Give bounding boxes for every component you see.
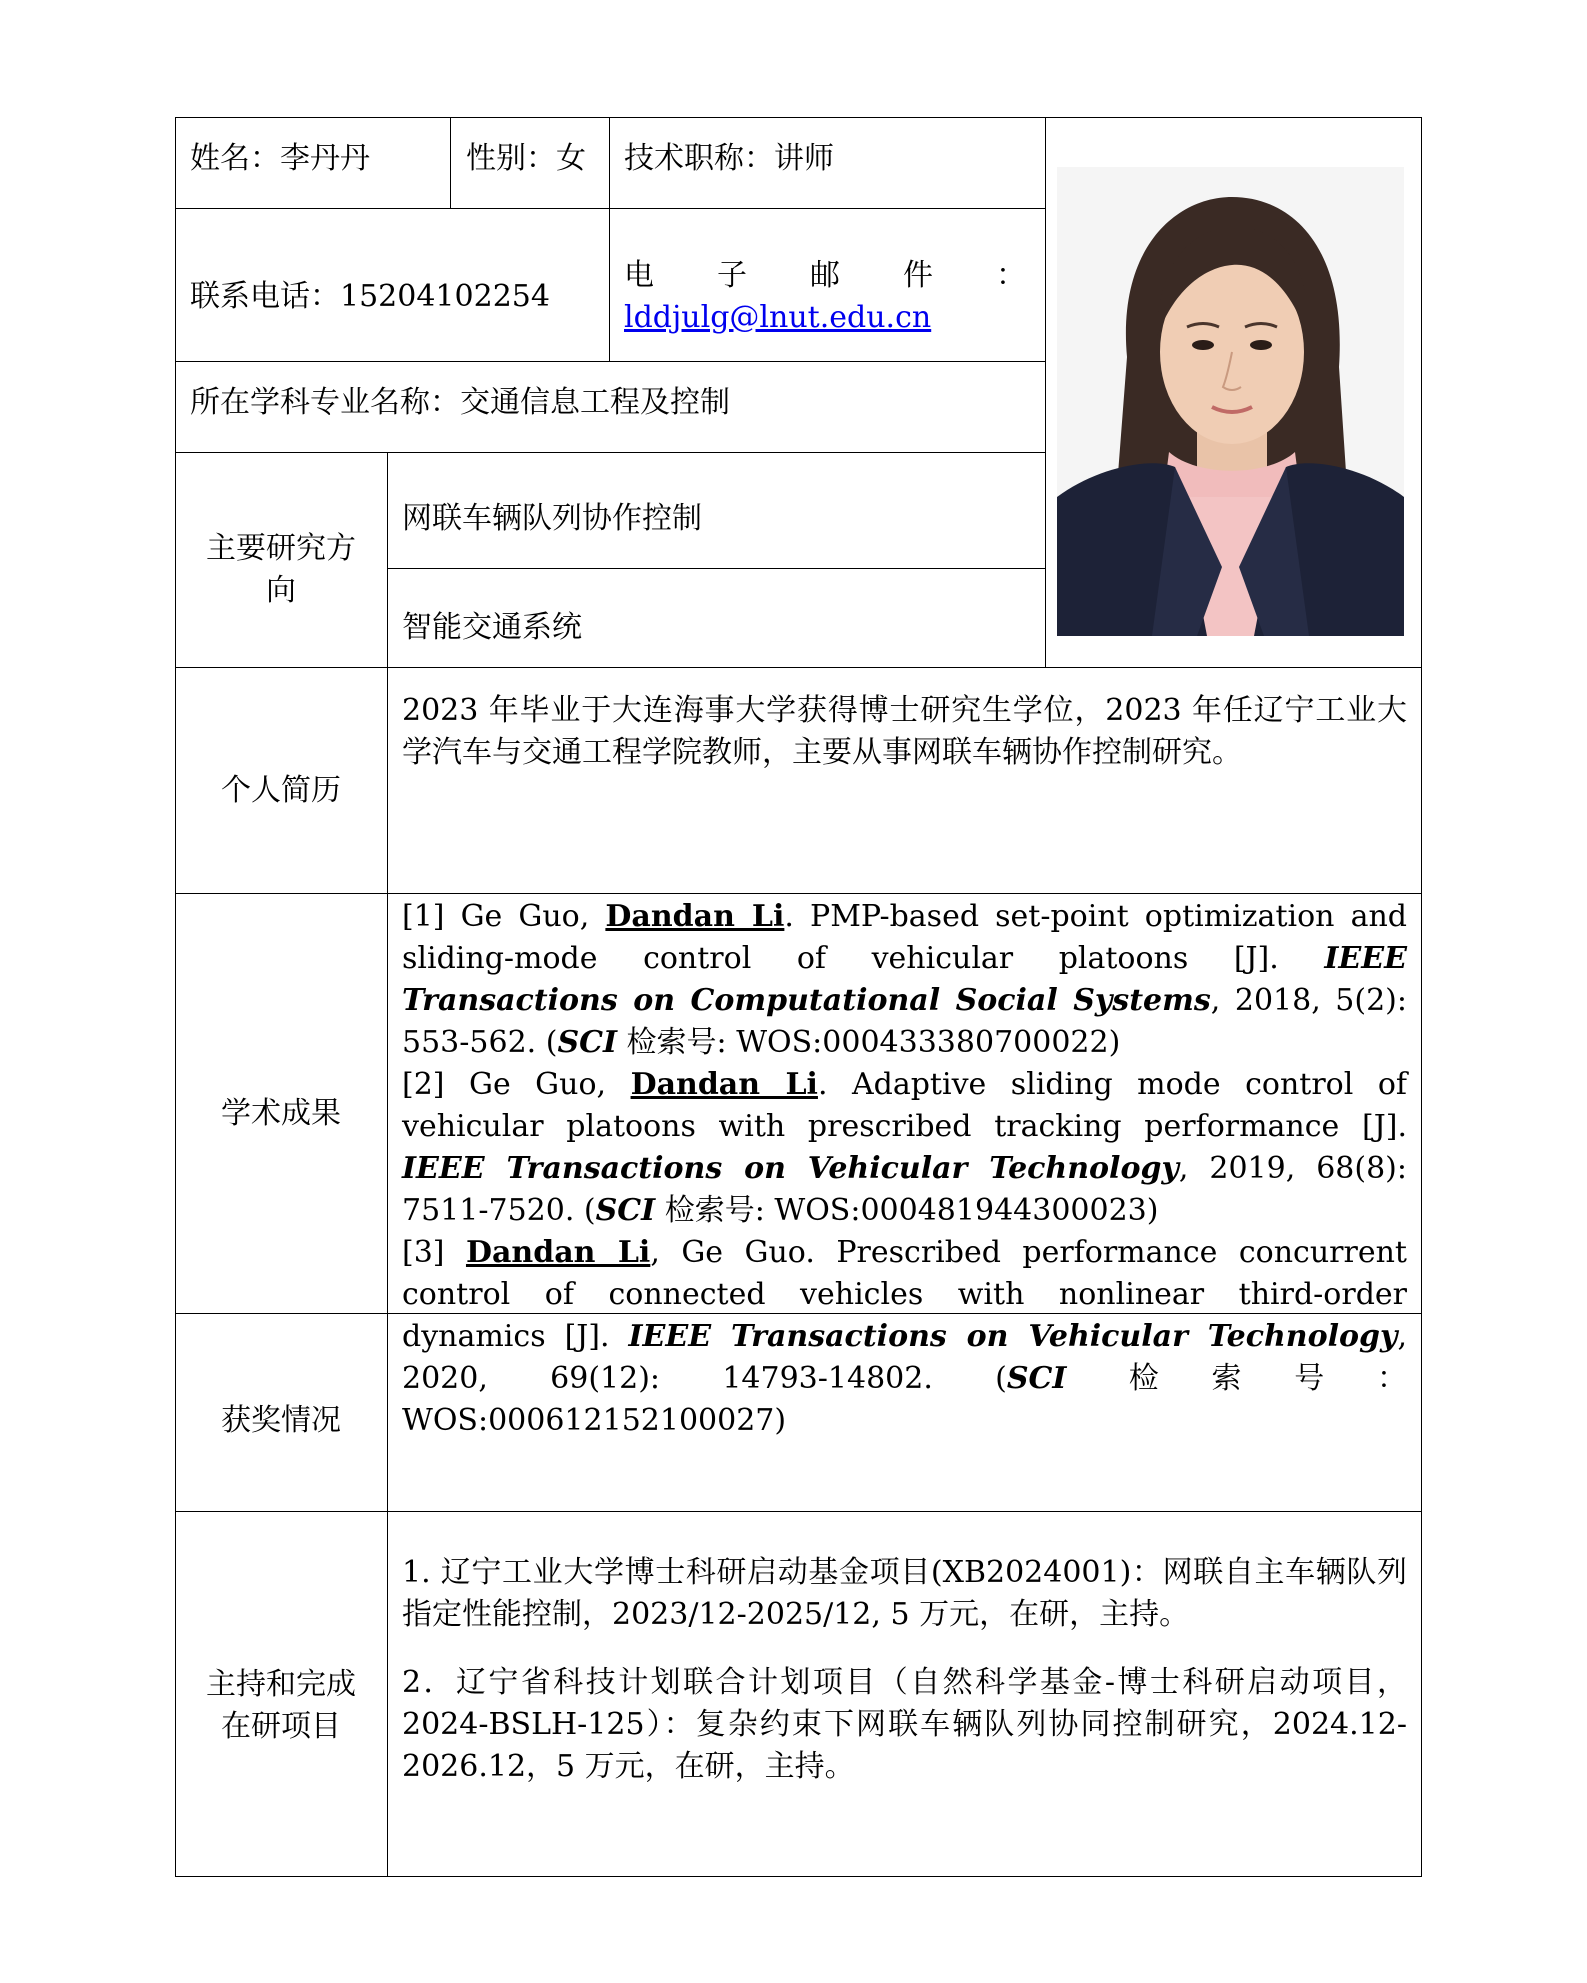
rule [175,1511,1422,1512]
resume-label: 个人简历 [221,773,341,808]
title-field: 技术职称：讲师 [624,141,834,176]
research-item: 网联车辆队列协作控制 [402,501,702,536]
profile-photo [1057,167,1404,636]
author-highlight: Dandan Li [630,1067,818,1102]
project-item: 2．辽宁省科技计划联合计划项目（自然科学基金-博士科研启动项目，2024-BSLH-125）：复杂约束下网联车辆队列协同控制研究，2024.12-2026.12，5 万元，在研，主持。 [402,1665,1407,1784]
awards-label: 获奖情况 [221,1403,341,1438]
rule [175,893,1422,894]
journal-name: IEEE Transactions on Computational Social Systems [402,941,1407,1018]
rule [175,667,1422,668]
paper-item: [1] Ge Guo, Dandan Li. PMP-based set-point optimization and sliding-mode control of vehicular platoons [J]. IEEE Transactions on Computational Social Systems, 2018, 5(2): 553-562. (SCI 检索号: WOS:000433380700022) [402,899,1407,1060]
rule [450,117,451,209]
journal-name: IEEE Transactions on Vehicular Technology [402,1151,1179,1186]
project-item: 1. 辽宁工业大学博士科研启动基金项目(XB2024001)：网联自主车辆队列指定性能控制，2023/12-2025/12, 5 万元，在研，主持。 [402,1555,1407,1632]
author-highlight: Dandan Li [605,899,785,934]
author-highlight: Dandan Li [465,1235,651,1270]
email-label: 电 子 邮 件 ： [624,258,1027,293]
rule [175,117,176,1877]
journal-name: IEEE Transactions on Vehicular Technology [628,1319,1398,1354]
portrait-image [1057,167,1404,636]
rule [175,361,1046,362]
gender-field: 性别：女 [466,141,586,176]
rule [175,452,1046,453]
rule [175,1876,1422,1877]
resume-text: 2023 年毕业于大连海事大学获得博士研究生学位，2023 年任辽宁工业大学汽车与交通工程学院教师，主要从事网联车辆协作控制研究。 [402,693,1407,770]
email-link[interactable]: lddjulg@lnut.edu.cn [624,300,932,335]
research-item: 智能交通系统 [402,610,582,645]
phone-field: 联系电话：15204102254 [190,279,550,314]
rule [1421,117,1422,1877]
paper-item: [2] Ge Guo, Dandan Li. Adaptive sliding mode control of vehicular platoons with prescribed tracking performance [J]. IEEE Transactions on Vehicular Technology, 2019, 68(8): 7511-7520. (SCI 检索号: WOS:000481944300023) [402,1067,1407,1228]
rule [1045,117,1046,668]
rule [175,208,1046,209]
achievements-label: 学术成果 [221,1096,341,1131]
projects-label: 主持和完成在研项目 [206,1667,356,1744]
rule [175,117,1422,118]
discipline-field: 所在学科专业名称：交通信息工程及控制 [190,385,730,420]
name-field: 姓名：李丹丹 [190,141,370,176]
rule [387,568,1046,569]
rule [387,452,388,1877]
paper-list [402,896,1407,1442]
paper-item: [3] Dandan Li, Ge Guo. Prescribed performance concurrent control of connected vehicles with nonlinear third-order dynamics [J]. IEEE Transactions on Vehicular Technology, 2020, 69(12): 14793-14802. (SCI 检索号：WOS:000612152100027) [402,1235,1407,1438]
rule [609,117,610,362]
research-label: 主要研究方向 [206,531,356,608]
